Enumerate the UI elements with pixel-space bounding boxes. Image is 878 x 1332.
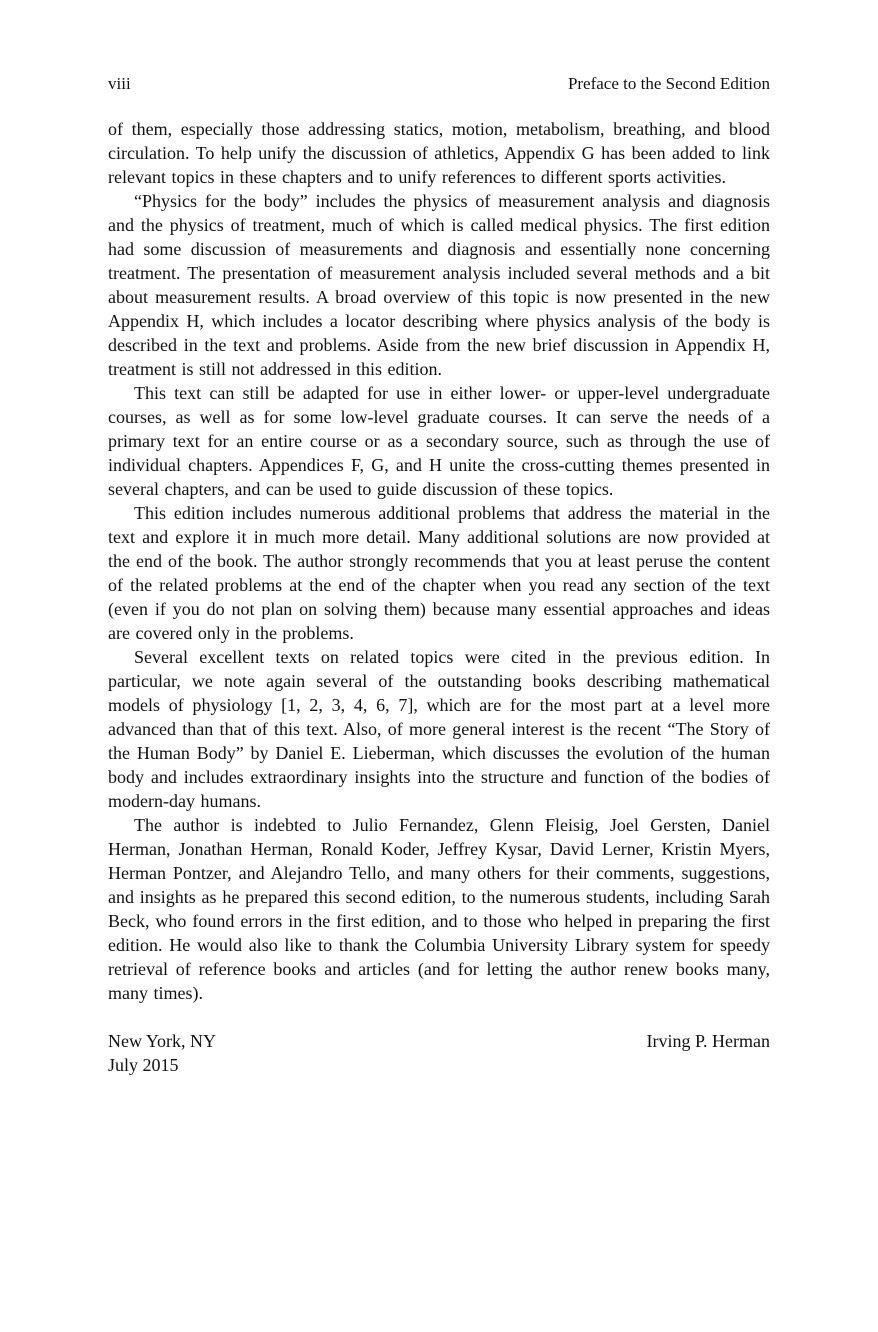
- signature-date: July 2015: [108, 1055, 179, 1075]
- running-header: [108, 73, 770, 95]
- paragraph: This edition includes numerous additional problems that address the material in the text and explore it in much more detail. Many additional solutions are now provided at the end of the book. The author strongly recommends that you at least peruse the content of the related problems at the end of the chapter when you read any section of the text (even if you do not plan on solving them) because many essential approaches and ideas are covered only in the problems.: [108, 503, 770, 643]
- paragraph: This text can still be adapted for use in either lower- or upper-level undergraduate courses, as well as for some low-level graduate courses. It can serve the needs of a primary text for an entire course or as a secondary source, such as through the use of individual chapters. Appendices F, G, and H unite the cross-cutting themes presented in several chapters, and can be used to guide discussion of these topics.: [108, 383, 770, 499]
- preface-body: [108, 117, 770, 1005]
- paragraph: of them, especially those addressing statics, motion, metabolism, breathing, and blood circulation. To help unify the discussion of athletics, Appendix G has been added to link relevant topics in these chapters and to unify references to different sports activities.: [108, 119, 770, 187]
- signature-block: [108, 1029, 770, 1077]
- paragraph: The author is indebted to Julio Fernandez, Glenn Fleisig, Joel Gersten, Daniel Herman, Jonathan Herman, Ronald Koder, Jeffrey Kysar, David Lerner, Kristin Myers, Herman Pontzer, and Alejandro Tello, and many others for their comments, suggestions, and insights as he prepared this second edition, to the numerous students, including Sarah Beck, who found errors in the first edition, and to those who helped in preparing the first edition. He would also like to thank the Columbia University Library system for speedy retrieval of reference books and articles (and for letting the author renew books many, many times).: [108, 815, 770, 1003]
- signature-row: [108, 1029, 770, 1053]
- signature-place: New York, NY: [108, 1031, 217, 1051]
- page-number: viii: [108, 74, 131, 93]
- running-title: Preface to the Second Edition: [567, 74, 770, 93]
- paragraph: “Physics for the body” includes the physics of measurement analysis and diagnosis and the physics of treatment, much of which is called medical physics. The first edition had some discussion of measurements and diagnosis and essentially none concerning treatment. The presentation of measurement analysis included several methods and a bit about measurement results. A broad overview of this topic is now presented in the new Appendix H, which includes a locator describing where physics analysis of the body is described in the text and problems. Aside from the new brief discussion in Appendix H, treatment is still not addressed in this edition.: [108, 191, 770, 379]
- signature-author: Irving P. Herman: [646, 1031, 770, 1051]
- paragraph: Several excellent texts on related topics were cited in the previous edition. In particular, we note again several of the outstanding books describing mathematical models of physiology [1, 2, 3, 4, 6, 7], which are for the most part at a level more advanced than that of this text. Also, of more general interest is the recent “The Story of the Human Body” by Daniel E. Lieberman, which discusses the evolution of the human body and includes extraordinary insights into the structure and function of the bodies of modern-day humans.: [108, 647, 770, 811]
